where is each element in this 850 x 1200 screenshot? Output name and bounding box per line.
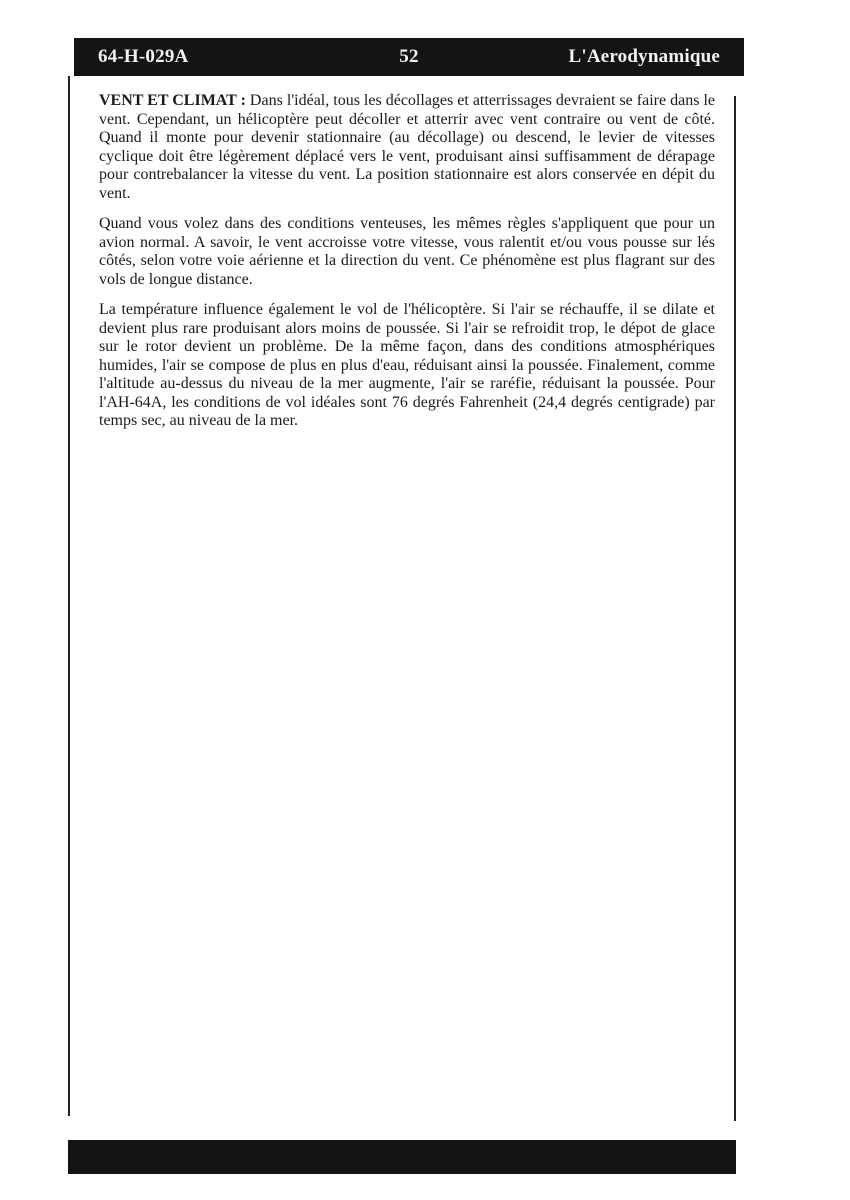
paragraph-wind-climate	[99, 92, 715, 203]
page-number: 52	[399, 46, 419, 67]
paragraph-text: Dans l'idéal, tous les décollages et atterrissages devraient se faire dans le vent. Cependant, un hélicoptère peut décoller et atterrir avec vent contraire ou vent de côté. Quand il monte pour devenir stationnaire (au décollage) ou descend, le levier de vitesses cyclique doit être légèrement déplacé vers le vent, produisant ainsi suffisamment de dérapage pour contrebalancer la vitesse du vent. La position stationnaire est alors conservée en dépit du vent.	[99, 92, 715, 202]
page-header	[74, 38, 744, 76]
paragraph-temperature: La température influence également le vol de l'hélicoptère. Si l'air se réchauffe, il se dilate et devient plus rare produisant alors moins de poussée. Si l'air se refroidit trop, le dépot de glace sur le rotor devient un problème. De la même façon, dans des conditions atmosphériques humides, l'air se compose de plus en plus d'eau, réduisant ainsi la poussée. Finalement, comme l'altitude au-dessus du niveau de la mer augmente, l'air se raréfie, réduisant la poussée. Pour l'AH-64A, les conditions de vol idéales sont 76 degrés Fahrenheit (24,4 degrés centigrade) par temps sec, au niveau de la mer.	[99, 301, 715, 429]
left-margin-rule	[68, 76, 70, 1116]
paragraph-windy-conditions: Quand vous volez dans des conditions venteuses, les mêmes règles s'appliquent que pour un avion normal. A savoir, le vent accroisse votre vitesse, vous ralentit et/ou vous pousse sur lés côtés, selon votre voie aérienne et la direction du vent. Ce phénomène est plus flagrant sur des vols de longue distance.	[99, 215, 715, 288]
document-code: 64-H-029A	[98, 46, 189, 67]
page-footer-bar	[68, 1140, 736, 1174]
right-margin-rule	[734, 96, 736, 1121]
section-title: L'Aerodynamique	[568, 46, 720, 67]
page-body	[99, 92, 715, 443]
paragraph-heading: VENT ET CLIMAT :	[99, 92, 246, 109]
